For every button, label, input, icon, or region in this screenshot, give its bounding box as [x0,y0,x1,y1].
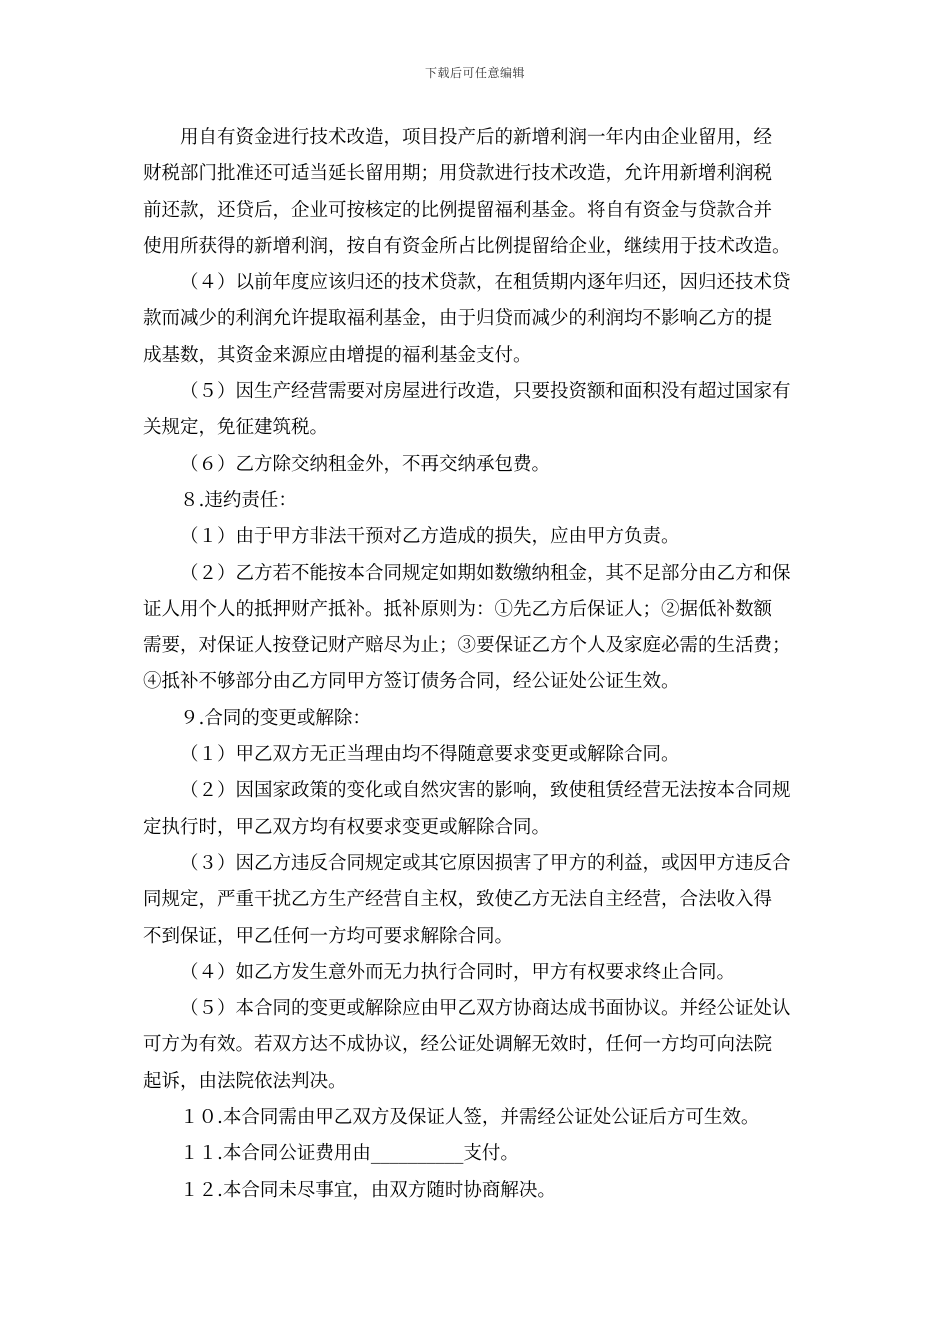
text-line: 不到保证，甲乙任何一方均可要求解除合同。 [143,925,514,947]
text-line: （５）本合同的变更或解除应由甲乙双方协商达成书面协议。并经公证处认 [180,998,791,1020]
text-line: 起诉，由法院依法判决。 [143,1070,347,1092]
text-line: （１）由于甲方非法干预对乙方造成的损失，应由甲方负责。 [180,526,680,548]
text-line: １２.本合同未尽事宜，由双方随时协商解决。 [180,1179,556,1201]
document-body [143,120,811,1209]
text-line: 可方为有效。若双方达不成协议，经公证处调解无效时，任何一方均可向法院 [143,1034,773,1056]
text-line: （３）因乙方违反合同规定或其它原因损害了甲方的利益，或因甲方违反合 [180,852,791,874]
text-line: 关规定，免征建筑税。 [143,417,329,439]
text-line: 款而减少的利润允许提取福利基金，由于归贷而减少的利润均不影响乙方的提 [143,308,773,330]
text-line: （５）因生产经营需要对房屋进行改造，只要投资额和面积没有超过国家有 [180,381,791,403]
page-header: 下载后可任意编辑 [424,66,525,80]
text-line: （１）甲乙双方无正当理由均不得随意要求变更或解除合同。 [180,744,680,766]
text-line: ８.违约责任： [180,489,297,511]
text-line: 需要，对保证人按登记财产赔尽为止；③要保证乙方个人及家庭必需的生活费； [143,635,791,657]
text-line: 财税部门批准还可适当延长留用期；用贷款进行技术改造，允许用新增利润税 [143,163,773,185]
text-line: 使用所获得的新增利润，按自有资金所占比例提留给企业，继续用于技术改造。 [143,235,791,257]
text-line: 定执行时，甲乙双方均有权要求变更或解除合同。 [143,816,551,838]
text-line: （４）如乙方发生意外而无力执行合同时，甲方有权要求终止合同。 [180,961,736,983]
text-line: ④抵补不够部分由乙方同甲方签订债务合同，经公证处公证生效。 [143,671,680,693]
text-line: １１.本合同公证费用由__________支付。 [180,1143,519,1165]
text-line: 同规定，严重干扰乙方生产经营自主权，致使乙方无法自主经营，合法收入得 [143,889,773,911]
text-line: 证人用个人的抵押财产抵补。抵补原则为：①先乙方后保证人；②据低补数额 [143,598,773,620]
text-line: （４）以前年度应该归还的技术贷款，在租赁期内逐年归还，因归还技术贷 [180,272,791,294]
text-line: ９.合同的变更或解除： [180,707,371,729]
text-line: 用自有资金进行技术改造，项目投产后的新增利润一年内由企业留用，经 [180,127,773,148]
text-line: 前还款，还贷后，企业可按核定的比例提留福利基金。将自有资金与贷款合并 [143,199,773,221]
text-line: １０.本合同需由甲乙双方及保证人签，并需经公证处公证后方可生效。 [180,1107,760,1129]
text-line: 成基数，其资金来源应由增提的福利基金支付。 [143,344,532,366]
text-line: （２）乙方若不能按本合同规定如期如数缴纳租金，其不足部分由乙方和保 [180,562,791,584]
text-line: （６）乙方除交纳租金外，不再交纳承包费。 [180,453,551,475]
text-line: （２）因国家政策的变化或自然灾害的影响，致使租赁经营无法按本合同规 [180,780,791,802]
